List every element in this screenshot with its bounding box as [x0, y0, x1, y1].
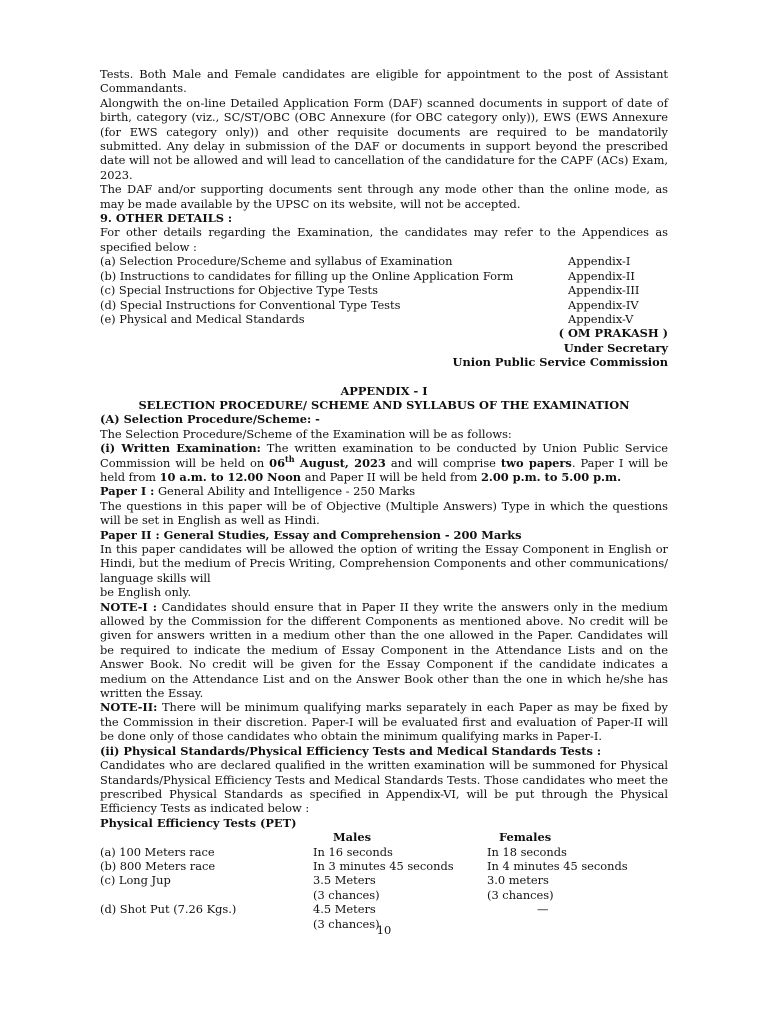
exam-date-suffix: th — [285, 453, 295, 464]
pet-col-females: Females — [499, 830, 552, 845]
pet-test: (a) 100 Meters race — [100, 844, 215, 859]
paper1-time: 10 a.m. to 12.00 Noon — [159, 469, 302, 484]
selection-procedure-text: The Selection Procedure/Scheme of the Examination will be as follows: — [100, 426, 512, 441]
two-papers-text: two papers — [500, 455, 572, 470]
appendix-subtitle: SELECTION PROCEDURE/ SCHEME AND SYLLABUS OF THE EXAMINATION — [138, 397, 630, 412]
appendix-list-item — [100, 254, 668, 268]
appendix-item-label: (e) Physical and Medical Standards — [100, 311, 305, 326]
written-exam-text: and Paper II will be held from — [301, 469, 481, 484]
note-2 — [100, 700, 668, 743]
pet-females: — — [537, 902, 549, 917]
exam-date-rest: August, 2023 — [294, 455, 386, 470]
exam-date-day: 06 — [269, 455, 285, 470]
appendix-title: APPENDIX - I — [340, 383, 428, 398]
pet-females: In 18 seconds — [487, 844, 567, 859]
paper1-line — [100, 484, 668, 498]
pet-males: In 16 seconds — [313, 844, 393, 859]
written-exam-text: and will comprise — [385, 455, 501, 470]
appendix-item-ref: Appendix-II — [568, 268, 635, 283]
pet-heading: Physical Efficiency Tests (PET) — [100, 815, 297, 830]
pet-males: (3 chances) — [313, 887, 380, 902]
pet-females: In 4 minutes 45 seconds — [487, 858, 628, 873]
pet-table-row — [100, 902, 668, 916]
written-exam-text: The written examination to be conducted by Union Public Service Commission will be held on — [100, 441, 668, 470]
paper2-description-end: be English only. — [100, 585, 192, 600]
physical-standards-text: Candidates who are declared qualified in the written examination will be summoned for Physical Standards/Physical Efficiency Tests and Medical Standards Tests. Those candidates who meet the prescribed Physical Standards as specified in Appendix-VI, will be put through the Physical Efficiency Tests as indicated below : — [100, 758, 668, 816]
written-exam-paragraph — [100, 441, 668, 484]
pet-males: (3 chances) — [313, 916, 380, 931]
signatory-org: Union Public Service Commission — [452, 355, 668, 370]
appendix-list — [100, 254, 668, 326]
appendix-item-ref: Appendix-III — [568, 283, 640, 298]
pet-table-row — [100, 873, 668, 887]
appendix-list-item — [100, 312, 668, 326]
signatory-name: ( OM PRAKASH ) — [558, 326, 668, 341]
appendix-item-ref: Appendix-IV — [568, 297, 639, 312]
paper2-description: In this paper candidates will be allowed the option of writing the Essay Component in English or Hindi, but the medium of Precis Writing, Comprehension Components and other communications/ language skills will — [100, 542, 668, 585]
pet-test: (d) Shot Put (7.26 Kgs.) — [100, 902, 237, 917]
note-2-label: NOTE-II: — [100, 700, 158, 715]
selection-procedure-heading: (A) Selection Procedure/Scheme: - — [100, 412, 320, 427]
pet-table-row — [100, 845, 668, 859]
pet-test: (c) Long Jup — [100, 873, 171, 888]
note-1-label: NOTE-I : — [100, 599, 157, 614]
appendix-item-label: (b) Instructions to candidates for filling up the Online Application Form — [100, 268, 514, 283]
appendix-list-item — [100, 269, 668, 283]
pet-table-header — [100, 830, 668, 844]
pet-females: 3.0 meters — [487, 873, 549, 888]
pet-males: In 3 minutes 45 seconds — [313, 858, 454, 873]
paper1-title: General Ability and Intelligence - 250 Marks — [154, 484, 416, 499]
pet-table-row — [100, 888, 668, 902]
page-number: 10 — [376, 923, 392, 937]
appendix-item-label: (d) Special Instructions for Conventional Type Tests — [100, 297, 401, 312]
pet-females: (3 chances) — [487, 887, 554, 902]
appendix-item-ref: Appendix-V — [568, 311, 634, 326]
note-2-text: There will be minimum qualifying marks separately in each Paper as may be fixed by the Commission in their discretion. Paper-I will be evaluated first and evaluation of Paper-II will be done only of those candidates who obtain the minimum qualifying marks in Paper-I. — [100, 700, 668, 744]
physical-standards-heading: (ii) Physical Standards/Physical Efficiency Tests and Medical Standards Tests : — [100, 743, 602, 758]
written-exam-label: (i) Written Examination: — [100, 441, 261, 456]
pet-table-row — [100, 859, 668, 873]
exam-date — [269, 453, 386, 470]
signatory-title: Under Secretary — [563, 340, 668, 355]
appendix-item-label: (c) Special Instructions for Objective Type Tests — [100, 283, 378, 298]
pet-table — [100, 830, 668, 931]
intro-paragraph-1: Tests. Both Male and Female candidates are eligible for appointment to the post of Assistant Commandants. — [100, 67, 668, 96]
document-page — [100, 67, 668, 931]
written-exam-text: . Paper I will be held from — [100, 455, 668, 484]
note-1-text: Candidates should ensure that in Paper II they write the answers only in the medium allowed by the Commission for the different Components as mentioned above. No credit will be given for answers written in a medium other than the one allowed in the Paper. Candidates will be required to indicate the medium of Essay Component in the Attendance Lists and on the Answer Book. No credit will be given for the Essay Component if the candidate indicates a medium on the Attendance List and on the Answer Book other than the one in which he/she has written the Essay. — [100, 599, 668, 701]
paper1-description: The questions in this paper will be of Objective (Multiple Answers) Type in which the questions will be set in English as well as Hindi. — [100, 498, 668, 528]
appendix-item-ref: Appendix-I — [568, 254, 631, 269]
pet-col-males: Males — [333, 830, 371, 845]
other-details-text: For other details regarding the Examination, the candidates may refer to the Appendices as specified below : — [100, 225, 668, 254]
paper1-label: Paper I : — [100, 484, 155, 499]
other-details-heading: 9. OTHER DETAILS : — [100, 211, 233, 226]
note-1 — [100, 600, 668, 701]
appendix-item-label: (a) Selection Procedure/Scheme and syllabus of Examination — [100, 254, 453, 269]
pet-test — [100, 888, 313, 902]
appendix-list-item — [100, 298, 668, 312]
signature-block — [100, 326, 668, 369]
intro-paragraph-2: Alongwith the on-line Detailed Application Form (DAF) scanned documents in support of date of birth, category (viz., SC/ST/OBC (OBC Annexure (for OBC category only)), EWS (EWS Annexure (for EWS category only)) and other requisite documents are required to be mandatorily submitted. Any delay in submission of the DAF or documents in support beyond the prescribed date will not be allowed and will lead to cancellation of the candidature for the CAPF (ACs) Exam, 2023. — [100, 95, 668, 182]
paper2-time: 2.00 p.m. to 5.00 p.m. — [480, 469, 622, 484]
paper2-label: Paper II : General Studies, Essay and Comprehension - 200 Marks — [100, 527, 522, 542]
appendix-list-item — [100, 283, 668, 297]
pet-males: 3.5 Meters — [313, 873, 376, 888]
intro-paragraph-3: The DAF and/or supporting documents sent through any mode other than the online mode, as may be made available by the UPSC on its website, will not be accepted. — [100, 182, 668, 211]
pet-males: 4.5 Meters — [313, 902, 376, 917]
pet-test: (b) 800 Meters race — [100, 858, 216, 873]
